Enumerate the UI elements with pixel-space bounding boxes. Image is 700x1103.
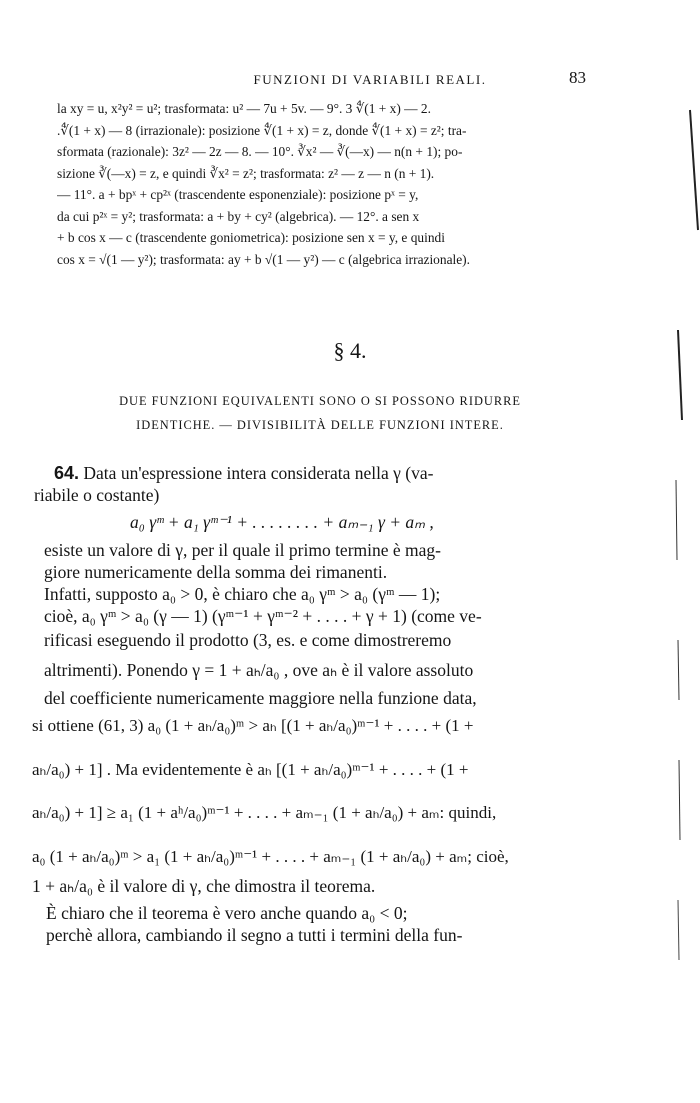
text-line: cos x = √(1 — y²); trasformata: ay + b √(1 — y²) — c (algebrica irrazionale). <box>57 251 470 267</box>
text-line: — 11°. a + bpˣ + cp²ˣ (trascendente esponenziale): posizione pˣ = y, <box>57 187 419 202</box>
running-header: FUNZIONI DI VARIABILI REALI. <box>253 72 487 87</box>
page-number: 83 <box>569 68 586 87</box>
paragraph-64-body <box>44 540 584 710</box>
math-line: aₕ/a₀) + 1] ≥ a₁ (1 + aʰ/a₀)ᵐ⁻¹ + . . . . + aₘ₋₁ (1 + aₕ/a₀) + aₘ: quindi, <box>32 803 497 822</box>
text-line: esiste un valore di γ, per il quale il primo termine è mag- <box>44 540 441 560</box>
text-line: sizione ∛(—x) = z, e quindi ∛x² = z²; trasformata: z² — z — n (n + 1). <box>57 165 435 181</box>
math-line: 1 + aₕ/a₀ è il valore di γ, che dimostra il teorema. <box>32 876 376 896</box>
math-line: aₕ/a₀) + 1] . Ma evidentemente è aₕ [(1 + aₕ/a₀)ᵐ⁻¹ + . . . . + (1 + <box>32 760 469 779</box>
math-line: si ottiene (61, 3) a₀ (1 + aₕ/a₀)ᵐ > aₕ [(1 + aₕ/a₀)ᵐ⁻¹ + . . . . + (1 + <box>32 716 474 735</box>
math-line: a₀ (1 + aₕ/a₀)ᵐ > a₁ (1 + aₕ/a₀)ᵐ⁻¹ + . . . . + aₘ₋₁ (1 + aₕ/a₀) + aₘ; cioè, <box>32 847 509 866</box>
text-line: È chiaro che il teorema è vero anche quando a₀ < 0; <box>46 903 408 923</box>
text-line: riabile o costante) <box>34 485 160 505</box>
section-mark: § 4. <box>333 338 367 363</box>
text-line: altrimenti). Ponendo γ = 1 + aₕ/a₀ , ove aₕ è il valore assoluto <box>44 660 474 680</box>
text-line: giore numericamente della somma dei rimanenti. <box>44 562 388 582</box>
display-formula: a₀ γᵐ + a₁ γᵐ⁻¹ + . . . . . . . . + aₘ₋₁ γ + aₘ , <box>130 512 434 532</box>
scan-edge-marks <box>670 0 700 1103</box>
text-line: + b cos x — c (trascendente goniometrica): posizione sen x = y, e quindi <box>57 230 445 245</box>
text-line: sformata (razionale): 3z² — 2z — 8. — 10°. ∛x² — ∛(—x) — n(n + 1); po- <box>57 144 463 159</box>
text-line: .∜(1 + x) — 8 (irrazionale): posizione ∜(1 + x) = z, donde ∜(1 + x) = z²; tra- <box>57 122 467 138</box>
previous-section-text <box>57 98 569 270</box>
section-title-line: DUE FUNZIONI EQUIVALENTI SONO O SI POSSONO RIDURRE <box>119 394 521 408</box>
text-line: la xy = u, x²y² = u²; trasformata: u² — 7u + 5v. — 9°. 3 ∜(1 + x) — 2. <box>57 101 431 116</box>
text-line: da cui p²ˣ = y²; trasformata: a + by + cy² (algebrica). — 12°. a sen x <box>57 208 420 224</box>
section-title-line: IDENTICHE. — DIVISIBILITÀ DELLE FUNZIONI INTERE. <box>136 418 504 432</box>
paragraph-64-tail <box>46 902 586 946</box>
text-line: cioè, a₀ γᵐ > a₀ (γ — 1) (γᵐ⁻¹ + γᵐ⁻² + . . . . + γ + 1) (come ve- <box>44 606 482 626</box>
section-title <box>60 389 580 437</box>
text-line: Infatti, supposto a₀ > 0, è chiaro che a₀ γᵐ > a₀ (γᵐ — 1); <box>44 584 441 604</box>
paragraph-number: 64. <box>54 463 80 483</box>
text-line: perchè allora, cambiando il segno a tutti i termini della fun- <box>46 925 463 945</box>
paragraph-text: Data un'espressione intera considerata nella γ (va- <box>79 463 434 483</box>
text-line: del coefficiente numericamente maggiore nella funzione data, <box>44 688 477 708</box>
paragraph-64-intro <box>34 462 579 506</box>
text-line: rificasi eseguendo il prodotto (3, es. e come dimostreremo <box>44 630 452 650</box>
text-line <box>34 462 579 484</box>
